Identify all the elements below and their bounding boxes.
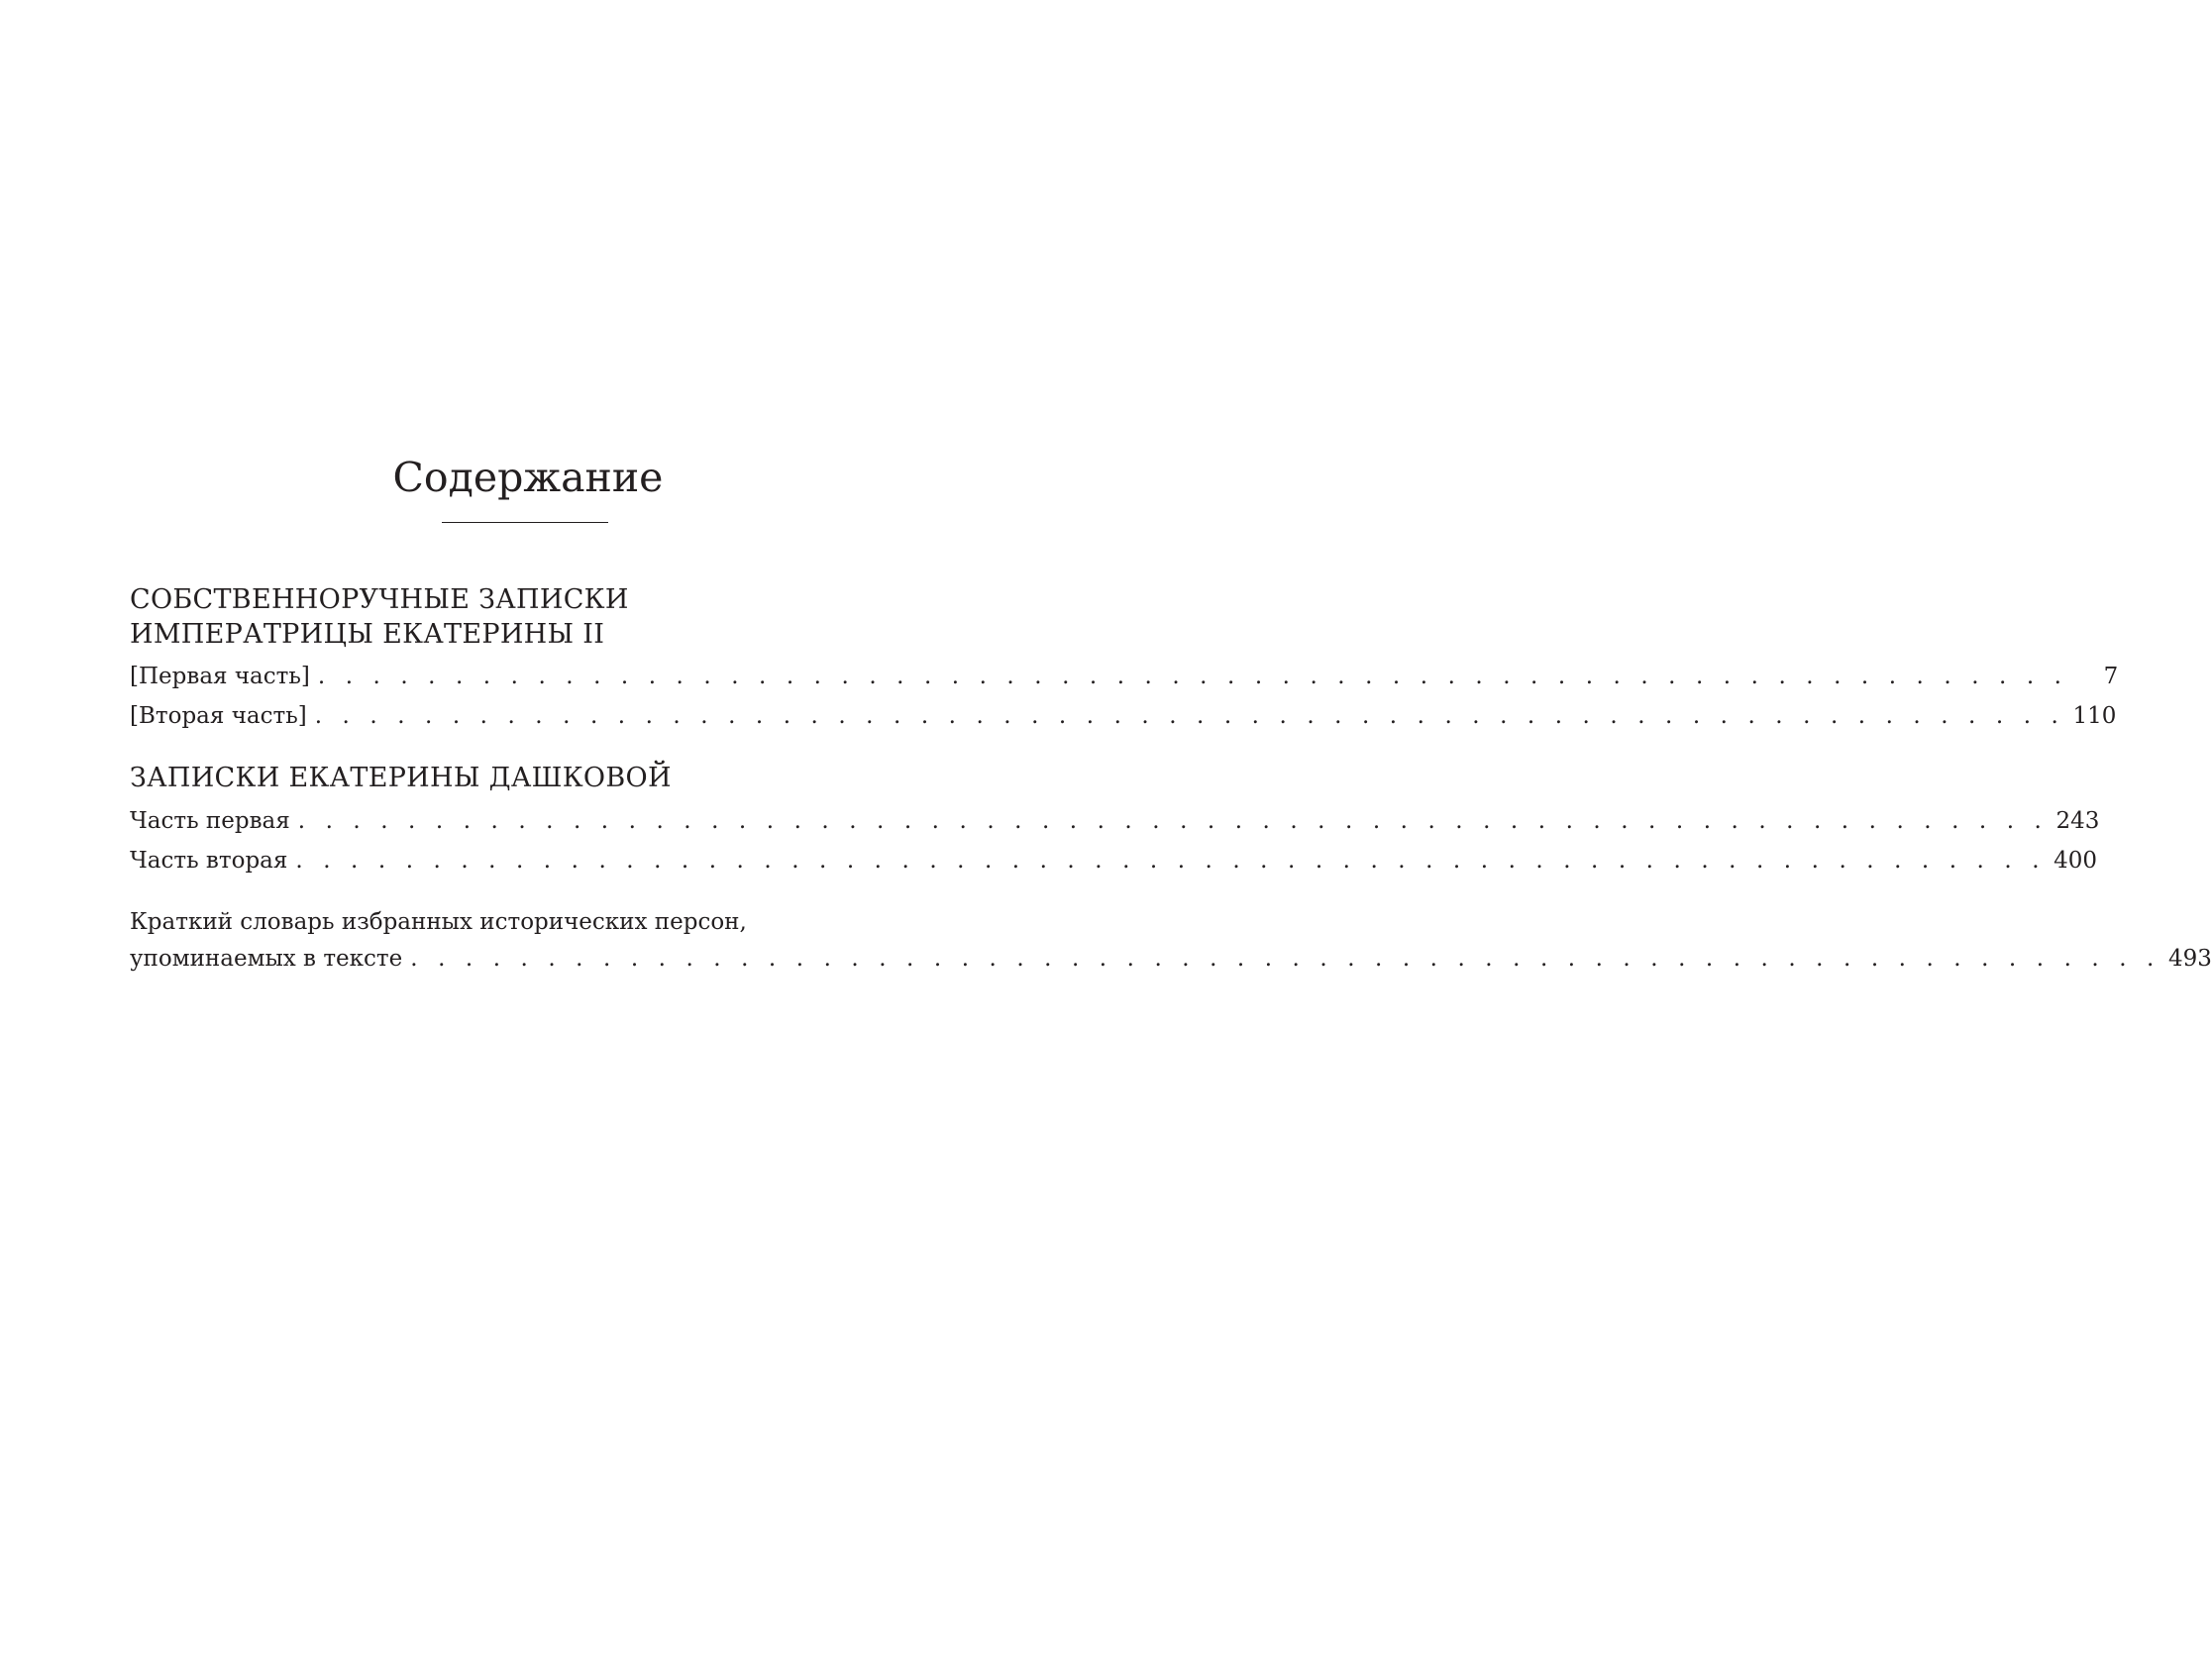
- title-underline: [442, 522, 608, 523]
- toc-entry-label: упоминаемых в тексте: [130, 946, 403, 972]
- appendix-title-line-1: Краткий словарь избранных исторических персон,: [130, 909, 747, 935]
- toc-entry-part-one[interactable]: [130, 808, 2100, 834]
- toc-entry-page: 110: [2072, 703, 2117, 729]
- page-title: Содержание: [392, 454, 664, 501]
- section-2-heading: ЗАПИСКИ ЕКАТЕРИНЫ ДАШКОВОЙ: [130, 763, 672, 793]
- section-1-heading-line-2: ИМПЕРАТРИЦЫ ЕКАТЕРИНЫ II: [130, 619, 605, 650]
- dot-leader: . . . . . . . . . . . . . . . . . . . . . . . . . . . . . . . . . . . . . . . . . . . . . . . . . . . . . . . . . . . . . . . .: [295, 848, 2047, 874]
- toc-entry-page: 7: [2103, 664, 2119, 689]
- toc-entry-page: 243: [2055, 808, 2100, 834]
- dot-leader: . . . . . . . . . . . . . . . . . . . . . . . . . . . . . . . . . . . . . . . . . . . . . . . . . . . . . . . . . . . . . . . .: [317, 664, 2068, 689]
- toc-entry-label: Часть первая: [130, 808, 290, 834]
- toc-entry-appendix[interactable]: [130, 946, 2212, 972]
- toc-entry-page: 493: [2167, 946, 2212, 972]
- toc-entry-page: 400: [2054, 848, 2098, 874]
- section-1-heading-line-1: СОБСТВЕННОРУЧНЫЕ ЗАПИСКИ: [130, 584, 629, 615]
- toc-entry-second-part[interactable]: [130, 703, 2117, 729]
- toc-entry-label: [Первая часть]: [130, 664, 310, 689]
- toc-entry-part-two[interactable]: [130, 848, 2098, 874]
- toc-entry-label: [Вторая часть]: [130, 703, 307, 729]
- toc-entry-first-part[interactable]: [130, 664, 2119, 689]
- dot-leader: . . . . . . . . . . . . . . . . . . . . . . . . . . . . . . . . . . . . . . . . . . . . . . . . . . . . . . . . . . . . . . . .: [297, 808, 2049, 834]
- dot-leader: . . . . . . . . . . . . . . . . . . . . . . . . . . . . . . . . . . . . . . . . . . . . . . . . . . . . . . . . . . . . . . . .: [410, 946, 2160, 972]
- toc-entry-label: Часть вторая: [130, 848, 288, 874]
- dot-leader: . . . . . . . . . . . . . . . . . . . . . . . . . . . . . . . . . . . . . . . . . . . . . . . . . . . . . . . . . . . . . . . .: [314, 703, 2065, 729]
